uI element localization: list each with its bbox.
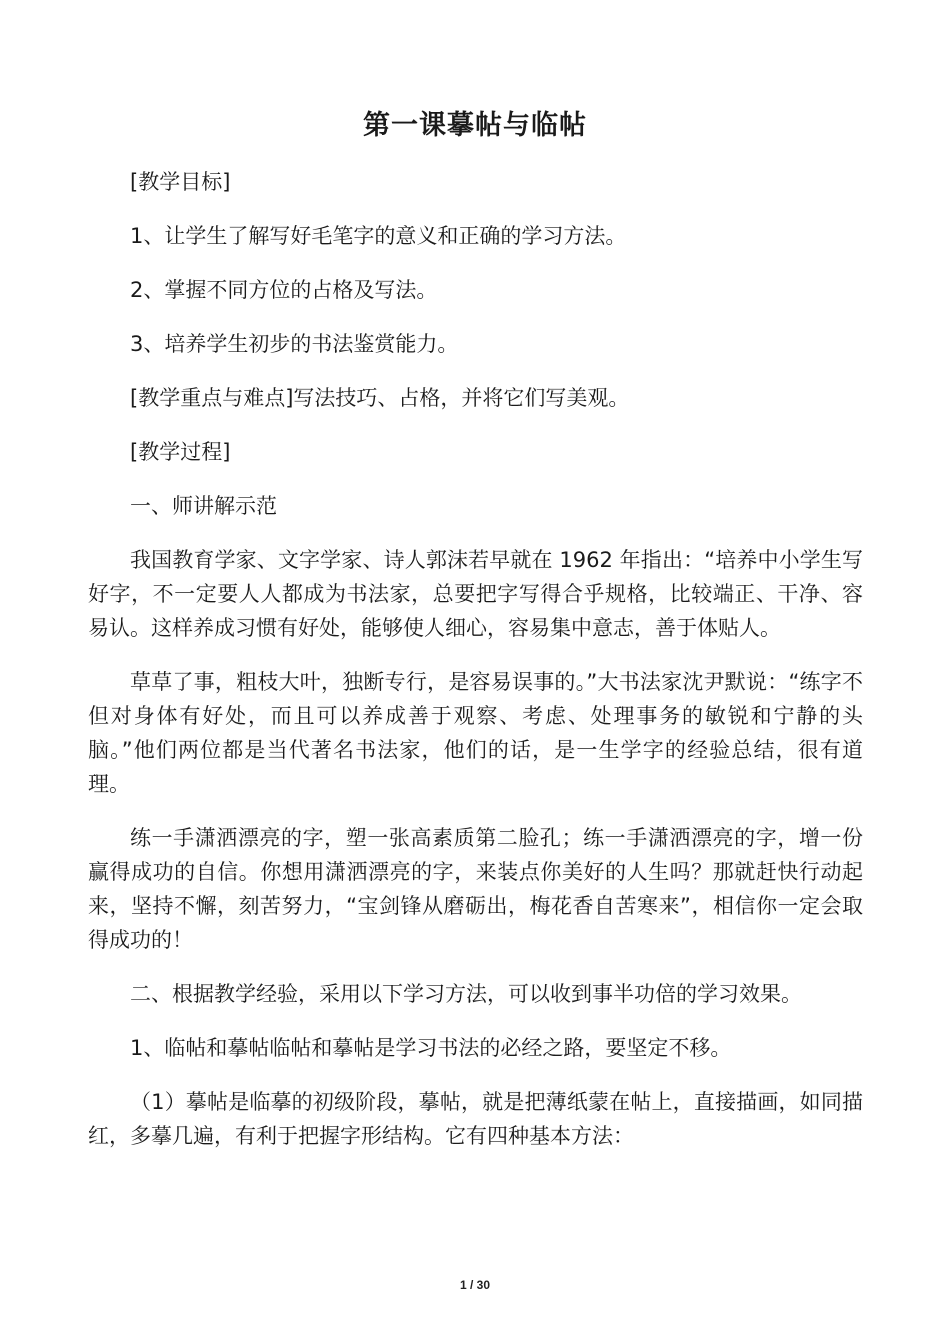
method-item-1: 1、临帖和摹帖临帖和摹帖是学习书法的必经之路，要坚定不移。 (130, 1036, 732, 1060)
goal-item-2: 2、掌握不同方位的占格及写法。 (130, 278, 438, 302)
body-paragraph: 草草了事，粗枝大叶，独断专行，是容易误事的。”大书法家沈尹默说：“练字不但对身体有好处，而且可以养成善于观察、考虑、处理事务的敏锐和宁静的头脑。”他们两位都是当代著名书法家，他们的话，是一生学字的经验总结，很有道理。 (88, 670, 863, 796)
body-paragraph: 练一手潇洒漂亮的字，塑一张高素质第二脸孔；练一手潇洒漂亮的字，增一份赢得成功的自信。你想用潇洒漂亮的字，来装点你美好的人生吗？那就赶快行动起来，坚持不懈，刻苦努力，“宝剑锋从磨砺出，梅花香自苦寒来”，相信你一定会取得成功的！ (88, 826, 863, 952)
key-points: [教学重点与难点]写法技巧、占格，并将它们写美观。 (130, 386, 630, 410)
section-heading-1: 一、师讲解示范 (130, 494, 277, 518)
page-indicator: 1 / 30 (459, 1278, 491, 1292)
document-body (88, 165, 863, 1173)
heading-teaching-process: [教学过程] (130, 440, 231, 464)
heading-teaching-goals: [教学目标] (130, 170, 231, 194)
method-subitem-1: （1）摹帖是临摹的初级阶段，摹帖，就是把薄纸蒙在帖上，直接描画，如同描红，多摹几遍，有利于把握字形结构。它有四种基本方法： (88, 1090, 863, 1148)
document-title: 第一课摹帖与临帖 (363, 110, 587, 141)
body-paragraph: 我国教育学家、文字学家、诗人郭沫若早就在 1962 年指出：“培养中小学生写好字，不一定要人人都成为书法家，总要把字写得合乎规格，比较端正、干净、容易认。这样养成习惯有好处，能够使人细心，容易集中意志，善于体贴人。 (88, 548, 863, 640)
section-heading-2: 二、根据教学经验，采用以下学习方法，可以收到事半功倍的学习效果。 (130, 982, 802, 1006)
goal-item-1: 1、让学生了解写好毛笔字的意义和正确的学习方法。 (130, 224, 627, 248)
goal-item-3: 3、培养学生初步的书法鉴赏能力。 (130, 332, 459, 356)
